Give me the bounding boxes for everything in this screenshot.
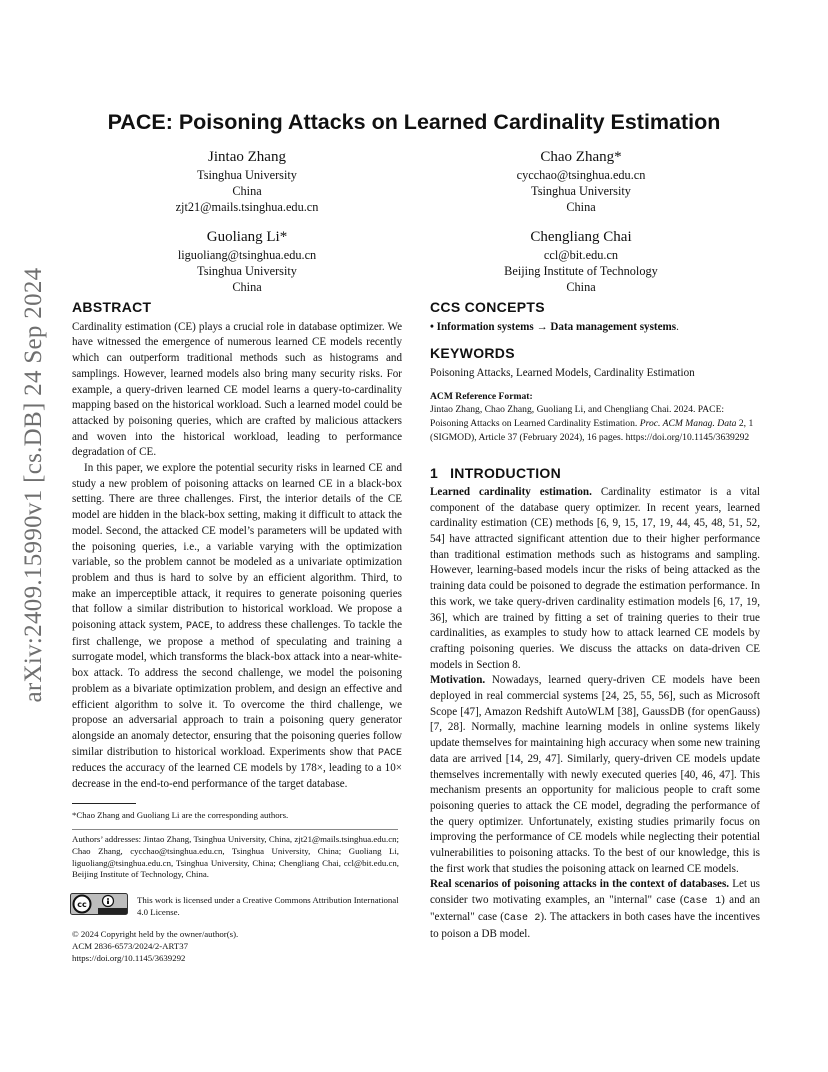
intro-paragraph: Motivation. Nowadays, learned query-driven CE models have been deployed in real commercial systems [24, 25, 55, 56], such as Microsoft Scope [47], Amazon Redshift AutoWLM [38], GaussDB (for openGauss) [7, 28]. Normally, machine learning models in online systems likely update themselves for maintaining high accuracy when some new training data are arrived [14, 29, 47]. Similarly, query-driven CE models update themselves incrementally with newly executed queries [40, 46, 47]. This mechanism presents an opportunity for malicious people to craft some poisoning queries to attack the CE model, degrading the performance of the query optimizer. Unfortunately, existing studies primarily focus on improving the performance of CE models while neglecting their potential vulnerabilities to poisoning attacks. To the best of our knowledge, this is the first work that studies the poisoning attack on learned CE models. — [430, 674, 760, 875]
ccs-concept: • Information systems → Data management systems. — [430, 320, 679, 333]
ccs-heading: CCS CONCEPTS — [430, 299, 545, 315]
right-column — [430, 300, 760, 942]
intro-paragraph: Learned cardinality estimation. Cardinality estimator is a vital component of the database query optimizer. In recent years, learned cardinality estimation (CE) methods [6, 9, 15, 17, 19, 44, 45, 48, 51, 52, 54] have attracted significant attention due to their higher performance than traditional estimation methods such as histograms and sampling. However, learning-based models incur the risks of being attacked as the training data could be poisoned to degrade the estimation performance. In this work, we take query-driven cardinality estimation models [6, 17, 19, 36], which are trained by fitting a set of training queries to their true cardinalities, as examples to study how to attack learned CE models by crafting poisoning queries. We discuss the attacks on data-driven CE models in Section 8. — [430, 485, 760, 671]
footnote: *Chao Zhang and Guoliang Li are the corresponding authors. — [72, 810, 289, 820]
author-block — [117, 147, 377, 215]
footnote-rule — [72, 803, 136, 804]
abstract-paragraph: In this paper, we explore the potential security risks in learned CE and study a new problem of poisoning attacks on learned CE in a black-box setting. There are three challenges. First, the interior details of the CE model are hidden in the black-box setting, making it difficult to attack the model. Second, the attacked CE model’s parameters will be updated with the poisoning queries, i.e., a variable varying with the optimization variable, so the problem cannot be modeled as a univariate optimization problem and thus is hard to solve by an efficient algorithm. Third, to make an imperceptible attack, it requires to generate poisoning queries that follow a similar distribution to historical workload. We propose a poisoning attack system, PACE, to address these challenges. To tackle the first challenge, we propose a method of speculating and training a surrogate model, which transforms the black-box attack into a near-white-box attack. To address the second challenge, we model the poisoning problem as a bivariate optimization problem, and design an effective and efficient algorithm to solve it. To overcome the third challenge, we propose an adversarial approach to train a poisoning query generator alongside an anomaly detector, ensuring that the poisoning queries follow similar distribution to historical workload. Experiments show that PACE reduces the accuracy of the learned CE models by 178×, leading to a 10× decrease in the end-to-end performance of the target database. — [72, 462, 402, 791]
author-addresses: Authors’ addresses: Jintao Zhang, Tsinghua University, China, zjt21@mails.tsinghua.edu.cn; Chao Zhang, cycchao@tsinghua.edu.cn, Tsinghua University, China; Guoliang Li, liguoliang@tsinghua.edu.cn, Tsinghua University, China; Chengliang Chai, ccl@bit.edu.cn, Beijing Institute of Technology, China. — [72, 834, 399, 880]
author-affiliation: Beijing Institute of Technology — [504, 264, 658, 278]
author-affiliation: Tsinghua University — [197, 168, 297, 182]
abstract-paragraph: Cardinality estimation (CE) plays a crucial role in database optimizer. We have witnessed the emergence of numerous learned CE models recently which can outperform traditional methods such as histograms and samplings. However, learned models also bring many security risks. For example, a query-driven learned CE model learns a query-to-cardinality mapping based on the historical workload. Such a learned model could be attacked by poisoning queries, which are crafted by malicious attackers and woven into the historical workload, leading to performance degradation of CE. — [72, 320, 402, 459]
author-email: ccl@bit.edu.cn — [543, 248, 619, 262]
author-block — [117, 227, 377, 295]
author-email: cycchao@tsinghua.edu.cn — [516, 168, 646, 182]
author-email: zjt21@mails.tsinghua.edu.cn — [175, 200, 319, 214]
author-country: China — [232, 280, 262, 294]
author-name: Chengliang Chai — [530, 229, 632, 245]
reference-format-heading: ACM Reference Format: — [430, 390, 533, 402]
keywords-text: Poisoning Attacks, Learned Models, Cardinality Estimation — [430, 367, 695, 380]
footer-rule — [72, 829, 398, 830]
author-block — [451, 147, 711, 215]
copyright-line: © 2024 Copyright held by the owner/author(s). — [72, 929, 239, 939]
author-country: China — [232, 184, 262, 198]
paper-title: PACE: Poisoning Attacks on Learned Cardinality Estimation — [107, 110, 721, 134]
abstract-heading: ABSTRACT — [72, 299, 152, 315]
author-name: Guoliang Li* — [206, 229, 288, 245]
author-affiliation: Tsinghua University — [197, 264, 297, 278]
author-block — [451, 227, 711, 295]
license-text: This work is licensed under a Creative Commons Attribution International 4.0 License. — [137, 895, 399, 917]
doi-link[interactable]: https://doi.org/10.1145/3639292 — [72, 952, 186, 963]
system-name: PACE — [377, 747, 402, 759]
arxiv-identifier: arXiv:2409.15990v1 [cs.DB] 24 Sep 2024 — [20, 267, 47, 703]
author-country: China — [566, 280, 596, 294]
left-column — [72, 300, 402, 793]
author-affiliation: Tsinghua University — [531, 184, 631, 198]
acm-number: ACM 2836-6573/2024/2-ART37 — [72, 940, 189, 951]
author-country: China — [566, 200, 596, 214]
arxiv-sidebar-stamp — [6, 267, 62, 703]
cc-by-license-badge-icon — [70, 893, 128, 915]
intro-paragraph: Real scenarios of poisoning attacks in the context of databases. Let us consider two motivating examples, an "internal" case (Case 1) and an "external" case (Case 2). The attackers in both cases have the incentives to poison a DB model. — [430, 878, 760, 940]
author-name: Chao Zhang* — [540, 149, 622, 165]
system-name: PACE — [185, 621, 210, 633]
section-heading: 1 INTRODUCTION — [430, 465, 562, 482]
author-name: Jintao Zhang — [208, 149, 286, 165]
reference-format: ACM Reference Format: Jintao Zhang, Chao Zhang, Guoliang Li, and Chengliang Chai. 2024. PACE: Poisoning Attacks on Learned Cardinality Estimation. Proc. ACM Manag. Data 2, 1 (SIGMOD), Article 37 (February 2024), 16 pages. https://doi.org/10.1145/3639292 — [430, 390, 760, 444]
svg-text:cc: cc — [77, 900, 87, 909]
keywords-heading: KEYWORDS — [430, 345, 515, 362]
author-email: liguoliang@tsinghua.edu.cn — [177, 248, 317, 262]
copyright-block — [72, 929, 402, 964]
